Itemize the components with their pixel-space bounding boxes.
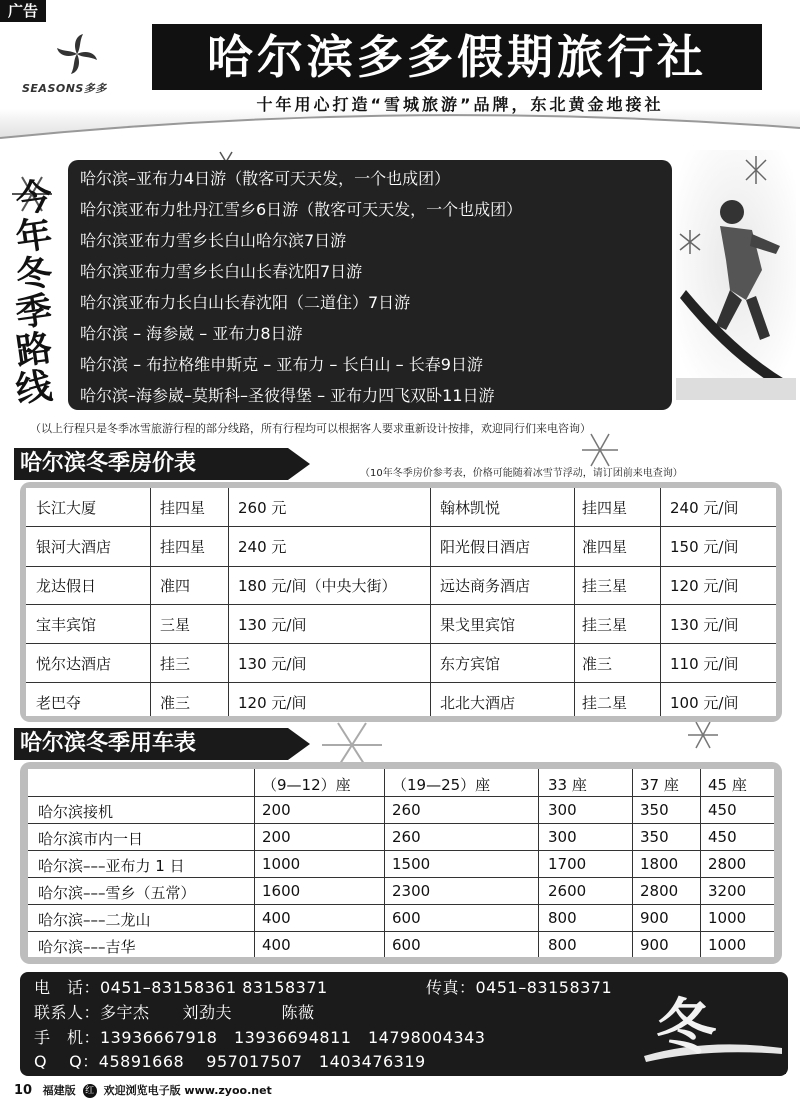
car-price: 450 (708, 801, 737, 819)
car-section-heading: 哈尔滨冬季用车表 (14, 728, 288, 760)
hotel-rating: 挂四星 (582, 499, 628, 517)
hotel-name: 龙达假日 (36, 577, 97, 595)
car-col-header: 37 座 (640, 776, 679, 794)
car-price: 300 (548, 801, 577, 819)
car-price: 1000 (262, 855, 301, 873)
car-price: 900 (640, 936, 669, 954)
hotel-table-body (26, 488, 776, 716)
car-price: 350 (640, 828, 669, 846)
hotel-name: 东方宾馆 (440, 655, 501, 673)
hotel-section-heading: 哈尔滨冬季房价表 (14, 448, 288, 480)
car-price: 200 (262, 801, 291, 819)
car-route: 哈尔滨–––吉华 (38, 938, 136, 956)
fax-line: 传真：0451–83158371 (426, 978, 613, 997)
routes-note: （以上行程只是冬季冰雪旅游行程的部分线路，所有行程均可以根据客人要求重新设计按排，欢迎同行们来电咨询） (30, 422, 591, 435)
hotel-price: 120 元/间 (670, 577, 739, 595)
edition-circle-icon: 红 (83, 1084, 97, 1098)
vertical-title-char: 季 (13, 289, 55, 336)
car-price: 350 (640, 801, 669, 819)
routes-list (68, 160, 672, 410)
hotel-price: 130 元/间 (238, 655, 307, 673)
hotel-price: 240 元 (238, 538, 287, 556)
route-item: 哈尔滨亚布力长白山长春沈阳（二道住）7日游 (80, 293, 411, 312)
hotel-price: 120 元/间 (238, 694, 307, 712)
car-price: 1700 (548, 855, 587, 873)
edition-label: 福建版 (42, 1084, 76, 1097)
car-price: 2300 (392, 882, 431, 900)
vertical-title-char: 线 (13, 365, 55, 412)
hotel-name: 远达商务酒店 (440, 577, 531, 595)
hotel-price: 180 元/间（中央大街） (238, 577, 397, 595)
hotel-price: 130 元/间 (670, 616, 739, 634)
vertical-title-char: 今 (13, 175, 55, 222)
car-table-body (28, 769, 774, 957)
hotel-name: 长江大厦 (36, 499, 97, 517)
hotel-price: 150 元/间 (670, 538, 739, 556)
mobile-line: 手 机：13936667918 13936694811 14798004343 (34, 1028, 486, 1047)
hotel-price-table (20, 482, 782, 722)
car-price: 600 (392, 909, 421, 927)
car-price: 450 (708, 828, 737, 846)
car-route: 哈尔滨接机 (38, 803, 114, 821)
car-col-header: 45 座 (708, 776, 747, 794)
route-item: 哈尔滨亚布力雪乡长白山长春沈阳7日游 (80, 262, 363, 281)
car-price: 900 (640, 909, 669, 927)
hotel-name: 阳光假日酒店 (440, 538, 531, 556)
route-item: 哈尔滨–海参崴–莫斯科–圣彼得堡 – 亚布力四飞双卧11日游 (80, 386, 495, 405)
calligraphy-char: 冬 (656, 993, 716, 1063)
car-price: 3200 (708, 882, 747, 900)
hotel-rating: 挂二星 (582, 694, 628, 712)
car-price: 600 (392, 936, 421, 954)
hotel-rating: 准四 (160, 577, 191, 595)
car-price: 800 (548, 909, 577, 927)
hotel-price: 240 元/间 (670, 499, 739, 517)
hotel-name: 宝丰宾馆 (36, 616, 97, 634)
routes-vertical-title (4, 175, 64, 412)
car-route: 哈尔滨–––雪乡（五常） (38, 884, 196, 902)
car-price: 800 (548, 936, 577, 954)
car-route: 哈尔滨–––亚布力 1 日 (38, 857, 185, 875)
hotel-name: 果戈里宾馆 (440, 616, 516, 634)
snowboarder-image (676, 150, 796, 400)
car-price: 260 (392, 828, 421, 846)
route-item: 哈尔滨 – 海参崴 – 亚布力8日游 (80, 324, 303, 343)
hotel-price: 100 元/间 (670, 694, 739, 712)
car-rental-table (20, 762, 782, 964)
hotel-name: 老巴夺 (36, 694, 82, 712)
route-item: 哈尔滨–亚布力4日游（散客可天天发，一个也成团） (80, 169, 451, 188)
hotel-rating: 挂四星 (160, 538, 206, 556)
car-price: 1800 (640, 855, 679, 873)
vertical-title-char: 年 (13, 213, 55, 260)
hotel-rating: 准三 (160, 694, 191, 712)
car-route: 哈尔滨市内一日 (38, 830, 144, 848)
logo-text: SEASONS多多 (22, 82, 107, 95)
hotel-name: 翰林凯悦 (440, 499, 501, 517)
hotel-price: 110 元/间 (670, 655, 739, 673)
route-item: 哈尔滨 – 布拉格维申斯克 – 亚布力 – 长白山 – 长春9日游 (80, 355, 483, 374)
hotel-rating: 挂三星 (582, 577, 628, 595)
title-bar (152, 24, 762, 90)
hotel-section-note: （10年冬季房价参考表，价格可能随着冰雪节浮动，请订团前来电查询） (360, 468, 683, 479)
car-col-header: （19—25）座 (392, 776, 491, 794)
route-item: 哈尔滨亚布力雪乡长白山哈尔滨7日游 (80, 231, 347, 250)
hotel-name: 银河大酒店 (36, 538, 112, 556)
ad-tag: 广告 (0, 0, 46, 22)
car-price: 300 (548, 828, 577, 846)
hotel-price: 130 元/间 (238, 616, 307, 634)
car-col-header: 33 座 (548, 776, 587, 794)
slogan: 十年用心打造“雪城旅游”品牌，东北黄金地接社 (256, 95, 664, 114)
car-price: 1000 (708, 936, 747, 954)
car-price: 400 (262, 936, 291, 954)
vertical-title-char: 路 (13, 327, 55, 374)
hotel-rating: 挂三星 (582, 616, 628, 634)
car-col-header: （9—12）座 (262, 776, 351, 794)
hotel-rating: 三星 (160, 616, 191, 634)
route-item: 哈尔滨亚布力牡丹江雪乡6日游（散客可天天发，一个也成团） (80, 200, 523, 219)
qq-line: Q Q：45891668 957017507 1403476319 (34, 1052, 426, 1071)
car-route: 哈尔滨–––二龙山 (38, 911, 151, 929)
website-link[interactable]: 欢迎浏览电子版 www.zyoo.net (103, 1084, 272, 1097)
car-price: 1500 (392, 855, 431, 873)
hotel-rating: 挂三 (160, 655, 191, 673)
agency-title: 哈尔滨多多假期旅行社 (207, 30, 707, 84)
hotel-name: 悦尔达酒店 (36, 655, 112, 673)
car-price: 200 (262, 828, 291, 846)
vertical-title-char: 冬 (13, 251, 55, 298)
hotel-price: 260 元 (238, 499, 287, 517)
phone-line: 电 话：0451–83158361 83158371 (34, 978, 328, 997)
hotel-name: 北北大酒店 (440, 694, 516, 712)
car-price: 400 (262, 909, 291, 927)
page-number: 10 (14, 1083, 33, 1098)
footer (14, 1082, 272, 1098)
car-price: 1000 (708, 909, 747, 927)
car-price: 2800 (640, 882, 679, 900)
car-price: 2800 (708, 855, 747, 873)
logo (22, 30, 142, 100)
hotel-rating: 准四星 (582, 538, 628, 556)
contact-people: 联系人：多宇杰 刘劲夫 陈薇 (34, 1003, 315, 1022)
snowflake-icon (686, 718, 720, 752)
hotel-rating: 准三 (582, 655, 613, 673)
car-price: 2600 (548, 882, 587, 900)
hotel-rating: 挂四星 (160, 499, 206, 517)
car-price: 260 (392, 801, 421, 819)
winter-calligraphy (636, 978, 786, 1074)
car-price: 1600 (262, 882, 301, 900)
pinwheel-logo-icon (22, 30, 142, 80)
